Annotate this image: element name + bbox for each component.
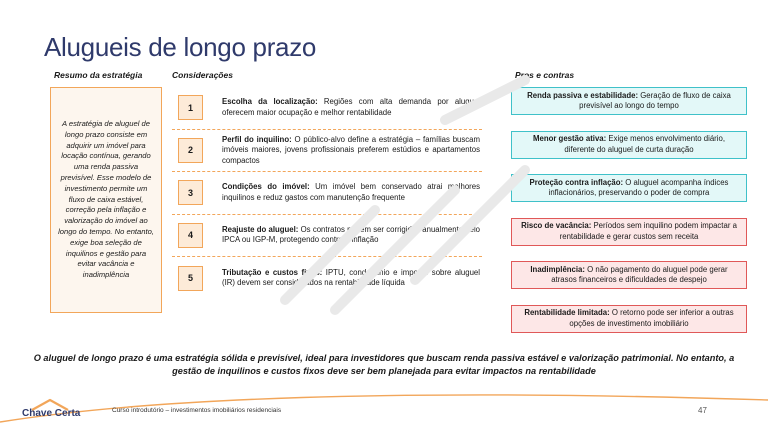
- consideration-text: [222, 225, 480, 246]
- course-footer-text: Curso introdutório – investimentos imobiliários residenciais: [112, 407, 282, 414]
- strategy-summary-box: [50, 87, 162, 313]
- pro-card: [511, 87, 747, 115]
- consideration-body: Regiões com alta demanda por aluguel oferecem maior ocupação e melhor rentabilidade: [222, 97, 480, 117]
- consideration-body: Os contratos podem ser corrigidos anualmente pelo IPCA ou IGP-M, protegendo contra a inflação: [222, 224, 481, 245]
- consideration-text: [222, 97, 480, 118]
- consideration-title: Perfil do inquilino:: [222, 134, 292, 144]
- considerations-list: [172, 87, 482, 300]
- pro-text: Geração de fluxo de caixa previsível ao longo do tempo: [579, 90, 731, 110]
- con-text: O retorno pode ser inferior a outras opções de investimento imobiliário: [569, 308, 734, 328]
- pro-text: Exige menos envolvimento diário, diferente do aluguel de curta duração: [564, 134, 725, 154]
- con-card: [511, 305, 747, 333]
- consideration-body: O público-alvo define a estratégia – famílias buscam imóveis maiores, jovens profissionais preferem estúdios e apartamentos compactos: [222, 134, 480, 165]
- consideration-number: 3: [178, 180, 203, 205]
- consideration-item: [172, 215, 482, 258]
- con-card: [511, 261, 747, 289]
- pro-text: O aluguel acompanha índices inflacionários, preservando o poder de compra: [548, 177, 729, 197]
- consideration-number: 2: [178, 138, 203, 163]
- consideration-item: [172, 130, 482, 173]
- brand-logo-text: Chave Certa: [22, 408, 81, 419]
- con-title: Rentabilidade limitada:: [524, 308, 610, 318]
- con-text: O não pagamento do aluguel pode gerar atrasos financeiros e dificuldades de despejo: [551, 264, 728, 284]
- consideration-text: [222, 182, 480, 203]
- pro-title: Proteção contra inflação:: [529, 177, 624, 187]
- consideration-number: 5: [178, 266, 203, 291]
- consideration-body: Um imóvel bem conservado atrai melhores inquilinos e reduz gastos com manutenção frequente: [222, 182, 480, 202]
- consideration-item: [172, 257, 482, 300]
- strategy-summary-text: A estratégia de aluguel de longo prazo consiste em adquirir um imóvel para locação contínua, gerando uma renda passiva previsível. Esse modelo de investimento permite um fluxo de caixa estável, correção pela inflação e valorização do imóvel ao longo do tempo. No entanto, exige boa seleção de inquilinos e gestão para evitar vacância e inadimplência: [58, 119, 154, 280]
- pro-card: [511, 131, 747, 159]
- considerations-header: Considerações: [172, 70, 233, 80]
- con-text: Períodos sem inquilino podem impactar a rentabilidade e gerar custos sem receita: [559, 221, 737, 241]
- consideration-text: [222, 135, 480, 167]
- conclusion-text: O aluguel de longo prazo é uma estratégia sólida e previsível, ideal para investidores que buscam renda passiva estável e valorização patrimonial. No entanto, a gestão de inquilinos e custos fixos deve ser bem planejada para evitar impactos na rentabilidade: [33, 353, 735, 376]
- page-title: Alugueis de longo prazo: [44, 32, 317, 62]
- pro-title: Menor gestão ativa:: [533, 134, 607, 144]
- pros-cons-list: [511, 87, 747, 348]
- pro-title: Renda passiva e estabilidade:: [527, 90, 639, 100]
- consideration-title: Tributação e custos fixos:: [222, 267, 323, 277]
- con-title: Risco de vacância:: [521, 221, 592, 231]
- consideration-text: [222, 268, 480, 289]
- con-title: Inadimplência:: [530, 264, 585, 274]
- consideration-number: 1: [178, 95, 203, 120]
- summary-header: Resumo da estratégia: [54, 70, 143, 80]
- consideration-item: [172, 87, 482, 130]
- consideration-number: 4: [178, 223, 203, 248]
- consideration-title: Reajuste do aluguel:: [222, 224, 299, 234]
- pro-card: [511, 174, 747, 202]
- pros-cons-header: Pros e contras: [515, 70, 575, 80]
- consideration-title: Condições do imóvel:: [222, 182, 310, 192]
- consideration-body: IPTU, condomínio e imposto sobre aluguel (IR) devem ser considerados na rentabilidade líquida: [222, 267, 480, 288]
- page-number: 47: [698, 406, 707, 415]
- consideration-item: [172, 172, 482, 215]
- consideration-title: Escolha da localização:: [222, 97, 318, 107]
- con-card: [511, 218, 747, 246]
